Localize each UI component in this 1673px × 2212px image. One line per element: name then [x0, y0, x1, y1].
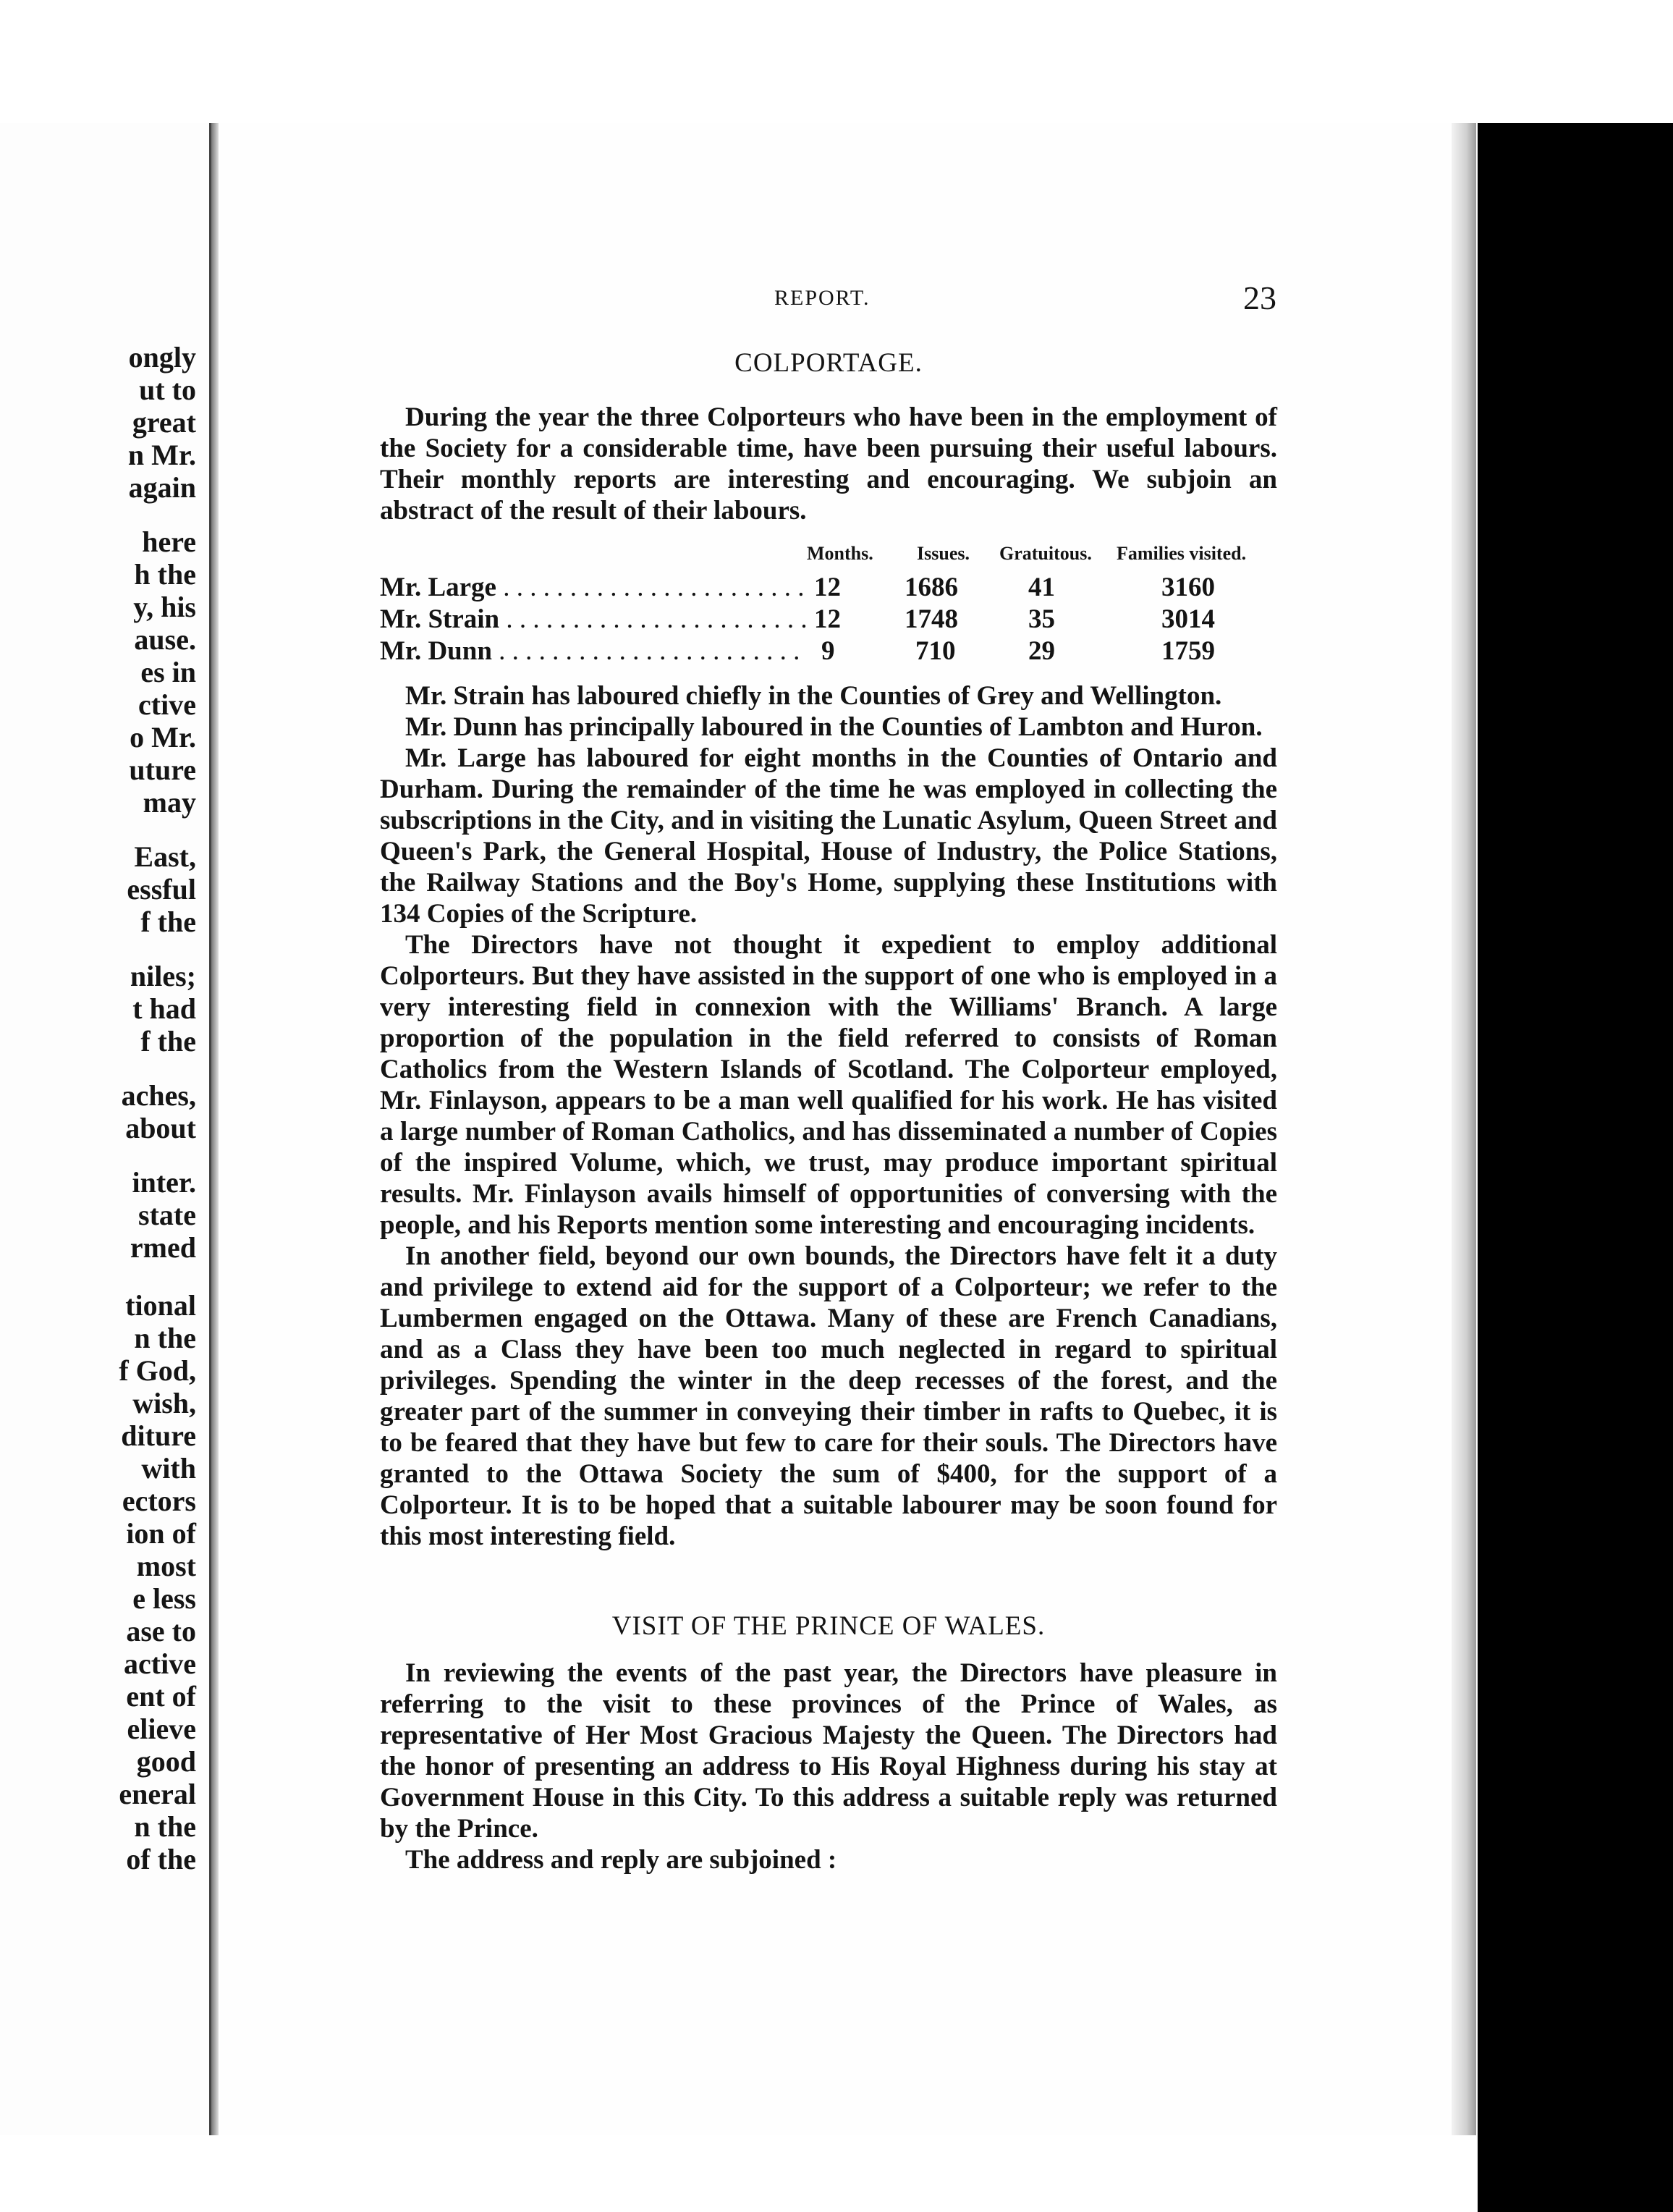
paragraph: Mr. Dunn has principally laboured in the Counties of Lambton and Huron. [405, 712, 1263, 742]
left-page-fragment: t had [132, 992, 196, 1025]
book-gutter [211, 123, 219, 2135]
paragraph: In reviewing the events of the past year, the Directors have pleasure in referring to the visit to these provinces of the Prince of Wales, as representative of Her Most Gracious Majesty the Queen. The Directors had the honor of presenting an address to His Royal Highness during his stay at Government House in this City. To this address a suitable reply was returned by the Prince. [380, 1658, 1277, 1844]
col-header-families: Families visited. [1117, 543, 1247, 564]
row-families: 3160 [1161, 573, 1215, 602]
section-heading-prince-visit: VISIT OF THE PRINCE OF WALES. [611, 1611, 1046, 1641]
left-page-fragment: East, [134, 840, 196, 873]
left-page-fragment: o Mr. [130, 721, 196, 753]
row-gratuitous: 29 [1028, 636, 1055, 666]
left-page-fragment: niles; [130, 960, 196, 992]
section-heading-colportage: COLPORTAGE. [734, 348, 923, 378]
paragraph: The address and reply are subjoined : [405, 1845, 837, 1875]
left-page-fragment: state [138, 1199, 196, 1231]
left-page-fragment: great [132, 406, 196, 439]
left-page-fragment: diture [121, 1419, 196, 1452]
table-row [380, 572, 1277, 604]
left-page-fragment: here [142, 525, 196, 558]
colporteur-table [380, 543, 1277, 667]
left-page-fragment: n Mr. [127, 439, 196, 471]
left-page-fragment: ectors [122, 1485, 196, 1517]
row-issues: 1748 [905, 604, 958, 634]
scan-background [1478, 123, 1673, 2212]
paragraph: In another field, beyond our own bounds, the Directors have felt it a duty and privilege to extend aid for the support of a Colporteur; we refer to the Lumbermen engaged on the Ottawa. Many of these are French Canadians, and as a Class they have been too much neglected in regard to spiritual privileges. Spending the winter in the deep recesses of the forest, and the greater part of the summer in conveying their timber in rafts to Quebec, it is to be feared that they have but few to care for their souls. The Directors have granted to the Ottawa Society the sum of $400, for the support of a Colporteur. It is to be hoped that a suitable labourer may be soon found for this most interesting field. [380, 1241, 1277, 1551]
row-months: 9 [821, 636, 835, 666]
left-page-fragment: y, his [133, 591, 196, 623]
page-number: 23 [1243, 279, 1276, 316]
left-page-fragment: of the [126, 1843, 196, 1875]
left-page-fragment: about [125, 1112, 196, 1144]
left-page-fragment: again [128, 471, 196, 504]
row-name: Mr. Dunn . . . [380, 636, 807, 667]
left-page-fragment: ion of [126, 1517, 196, 1550]
left-page-fragment: n the [134, 1810, 196, 1843]
left-page-fragment: good [136, 1745, 196, 1778]
row-name: Mr. Strain . . . [380, 604, 807, 635]
colportage-body [380, 680, 1277, 1552]
paragraph: The Directors have not thought it expedient to employ additional Colporteurs. But they have assisted in the support of one who is employed in a very interesting field in connexion with the Williams' Branch. A large proportion of the population in the field referred to consists of Roman Catholics from the Western Islands of Scotland. The Colporteur employed, Mr. Finlayson, appears to be a man well qualified for his work. He has visited a large number of Roman Catholics, and has disseminated a number of Copies of the inspired Volume, which, we trust, may produce important spiritual results. Mr. Finlayson avails himself of opportunities of conversing with the people, and his Reports mention some interesting and encouraging incidents. [380, 930, 1277, 1240]
left-page-fragment: active [124, 1647, 196, 1680]
left-page-fragment: uture [129, 753, 196, 786]
left-page-fragment: n the [134, 1322, 196, 1354]
row-name: Mr. Large . . . [380, 572, 807, 603]
left-page-fragment: inter. [132, 1166, 196, 1199]
table-header [380, 543, 1277, 572]
row-months: 12 [814, 573, 841, 602]
left-page-fragment: f the [140, 906, 196, 938]
left-page-fragment: f the [140, 1025, 196, 1058]
colportage-intro [380, 402, 1277, 526]
left-page-fragment: wish, [132, 1387, 196, 1419]
row-gratuitous: 35 [1028, 604, 1055, 634]
row-gratuitous: 41 [1028, 573, 1055, 602]
left-page-fragment: essful [127, 873, 196, 906]
left-page-fragment: e less [132, 1582, 196, 1615]
left-page-fragment: tional [125, 1289, 196, 1322]
left-page-fragment: eneral [119, 1778, 196, 1810]
left-page-fragment: ent of [126, 1680, 196, 1713]
left-page [0, 123, 211, 2135]
left-page-fragment: may [143, 786, 196, 819]
paragraph: Mr. Strain has laboured chiefly in the Counties of Grey and Wellington. [405, 681, 1222, 711]
left-page-fragment: elieve [127, 1713, 196, 1745]
page-edge [1452, 123, 1476, 2135]
paragraph: During the year the three Colporteurs who have been in the employment of the Society for a considerable time, have been pursuing their useful labours. Their monthly reports are interesting and encouraging. We subjoin an abstract of the result of their labours. [380, 402, 1277, 525]
row-issues: 1686 [905, 573, 958, 602]
left-page-fragment: es in [140, 656, 196, 688]
table-row [380, 636, 1277, 667]
running-head: REPORT. [774, 286, 871, 310]
left-page-fragment: ause. [134, 623, 196, 656]
left-page-fragment: ongly [128, 341, 196, 373]
left-page-fragment: h the [134, 558, 196, 591]
left-page-fragment: most [136, 1550, 196, 1582]
row-families: 1759 [1161, 636, 1215, 666]
left-page-fragment: aches, [121, 1079, 196, 1112]
row-months: 12 [814, 604, 841, 634]
row-families: 3014 [1161, 604, 1215, 634]
paragraph: Mr. Large has laboured for eight months in the Counties of Ontario and Durham. During the remainder of the time he was employed in collecting the subscriptions in the City, and in visiting the Lunatic Asylum, Queen Street and Queen's Park, the General Hospital, House of Industry, the Police Stations, the Railway Stations and the Boy's Home, supplying these Institutions with 134 Copies of the Scripture. [380, 743, 1277, 929]
table-row [380, 604, 1277, 636]
left-page-fragment: with [141, 1452, 196, 1485]
left-page-fragment: rmed [130, 1231, 196, 1264]
col-header-gratuitous: Gratuitous. [999, 543, 1092, 564]
left-page-fragment: ctive [138, 688, 196, 721]
left-page-fragment: ut to [139, 373, 196, 406]
col-header-months: Months. [807, 543, 873, 564]
row-issues: 710 [915, 636, 956, 666]
col-header-issues: Issues. [917, 543, 970, 564]
left-page-fragment: ase to [126, 1615, 196, 1647]
left-page-fragment: f God, [119, 1354, 196, 1387]
prince-visit-body [380, 1658, 1277, 1875]
